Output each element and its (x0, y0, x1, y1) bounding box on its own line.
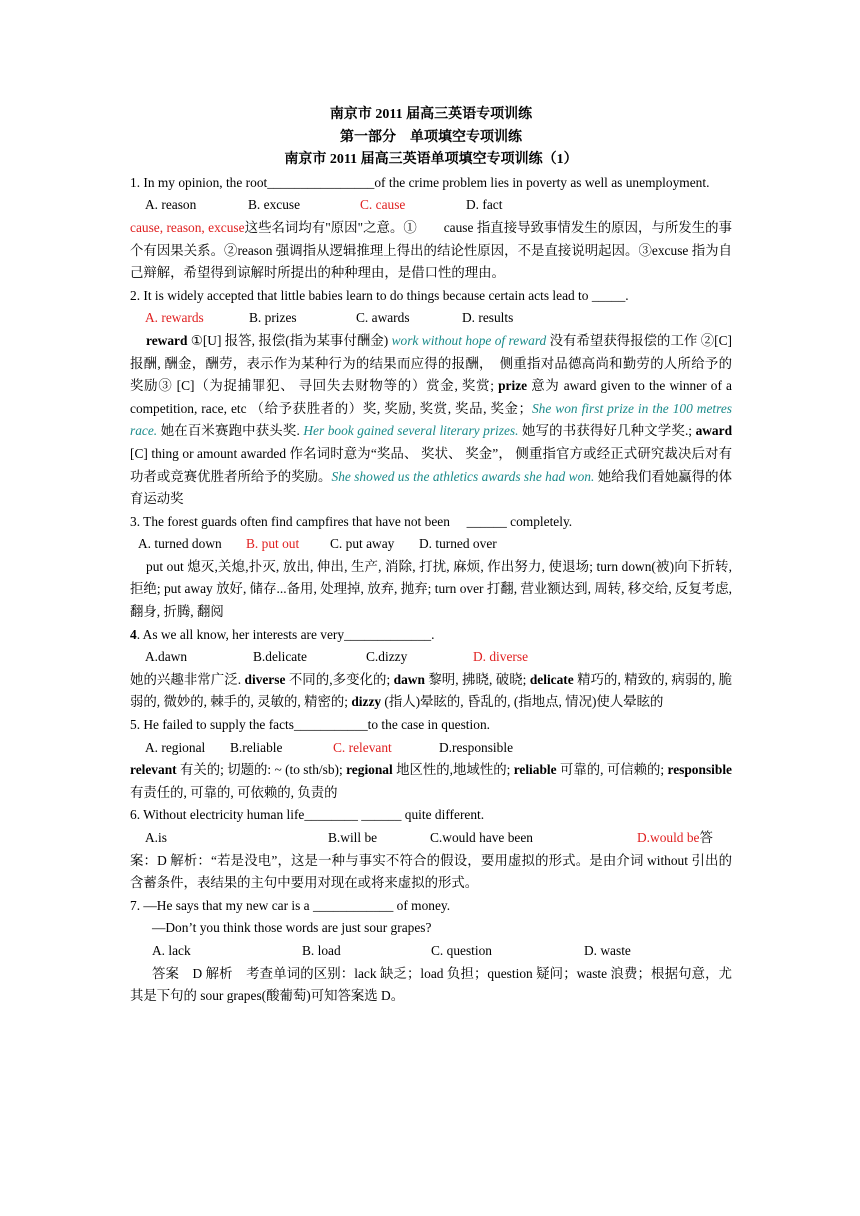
question-text: . As we all know, her interests are very_____________. (136, 626, 435, 642)
word-prize: prize (498, 378, 528, 394)
question-7-stem: 7. —He says that my new car is a ____________ of money. (130, 897, 451, 913)
word-dizzy: dizzy (351, 694, 382, 710)
option-b: B. prizes (249, 310, 297, 326)
question-5-explanation (130, 759, 732, 804)
question-1-options (130, 194, 732, 217)
explanation-text: 没有希望获得报偿的工作 ②[C]报酬, 酬金，酬劳，表示作为某种行为的结果而应得的报酬， 侧重指对品德高尚和勤劳的人所给予的奖励③ [C]（为捉捕罪犯、 寻回失去财物等的）赏金, 奖赏; (130, 332, 732, 394)
explanation-text: 地区性的,地域性的; (392, 762, 514, 778)
example-sentence: Her book gained several literary prizes. (303, 423, 519, 439)
option-c: C. put away (330, 536, 395, 552)
word-regional: regional (346, 762, 393, 778)
option-d: D. waste (584, 942, 631, 958)
word-award: award (695, 423, 733, 439)
example-sentence: She won first prize in the 100 metres race. (130, 400, 732, 439)
question-3-options (130, 533, 732, 556)
question-6-explanation: 案：D 解析：“若是没电”，这是一种与事实不符合的假设，要用虚拟的形式。是由介词 without 引出的含蓄条件，表结果的主句中要用对现在或将来虚拟的形式。 (130, 852, 732, 891)
question-7-reply: —Don’t you think those words are just sour grapes? (152, 920, 432, 936)
doc-title: 南京市 2011 届高三英语专项训练 (329, 107, 533, 122)
option-a: A.is (145, 830, 167, 845)
option-c-answer: C. relevant (333, 739, 392, 755)
option-b: B. load (302, 942, 341, 958)
word-responsible: responsible (667, 762, 732, 778)
word-reliable: reliable (513, 762, 557, 778)
question-2-stem: 2. It is widely accepted that little babies learn to do things because certain acts lead to _____. (130, 287, 629, 303)
question-1-stem: 1. In my opinion, the root________________of the crime problem lies in poverty as well as unemployment. (130, 174, 710, 190)
word-delicate: delicate (529, 671, 574, 687)
question-7-explanation: 答案 D 解析 考查单词的区别：lack 缺乏；load 负担；question 疑问；waste 浪费；根据句意，尤其是下句的 sour grapes(酸葡萄)可知答案选 D。 (130, 965, 732, 1004)
option-a: A. turned down (138, 536, 222, 552)
question-5-stem: 5. He failed to supply the facts___________to the case in question. (130, 717, 490, 733)
option-a-answer: A. rewards (145, 310, 204, 326)
question-4-explanation (130, 669, 732, 714)
option-b: B.reliable (230, 739, 283, 755)
option-c: C. awards (356, 310, 410, 326)
option-d-answer: D.would be (637, 830, 700, 845)
option-b: B. excuse (248, 197, 301, 213)
option-d: D. results (462, 310, 514, 326)
option-b: B.delicate (253, 649, 307, 665)
option-a: A. lack (152, 942, 191, 958)
question-number: 4 (130, 626, 137, 642)
option-c-answer: C. cause (360, 197, 406, 213)
option-c: C.dizzy (366, 649, 408, 665)
option-a: A. regional (145, 739, 206, 755)
explanation-text: 她给我们看她赢得的体育运动奖 (130, 468, 732, 507)
word-reward: reward (146, 332, 188, 348)
option-d-answer: D. diverse (473, 649, 529, 665)
question-4-options (130, 646, 732, 669)
explanation-text: 她写的书获得好几种文学奖.; (518, 423, 696, 439)
question-2-options (130, 307, 732, 330)
option-c: C.would have been (430, 830, 534, 845)
option-d: D.responsible (439, 739, 514, 755)
option-b-answer: B. put out (246, 536, 300, 552)
section-title: 第一部分 单项填空专项训练 (340, 129, 522, 145)
example-sentence: work without hope of reward (391, 332, 547, 348)
question-6-stem: 6. Without electricity human life________ ______ quite different. (130, 807, 485, 823)
option-d: D. fact (466, 197, 503, 213)
explanation-text: 黎明, 拂晓, 破晓; (424, 671, 530, 687)
question-6-options (130, 827, 732, 850)
explanation-text: ①[U] 报答, 报偿(指为某事付酬金) (187, 332, 392, 348)
question-7-options (130, 940, 732, 963)
option-c: C. question (431, 942, 493, 958)
question-4-stem (130, 624, 732, 647)
answer-label-start: 答 (699, 830, 713, 845)
subsection-title: 南京市 2011 届高三英语单项填空专项训练（1） (284, 152, 578, 168)
option-b: B.will be (328, 830, 378, 845)
explanation-text: 意为 award given to the winner of a competition, race, etc （给予获胜者的）奖, 奖励, 奖赏, 奖品, 奖金； (130, 378, 732, 416)
option-a: A.dawn (145, 649, 188, 665)
example-sentence: She showed us the athletics awards she had won. (331, 468, 595, 484)
question-3-stem: 3. The forest guards often find campfires that have not been ______ completely. (130, 513, 573, 529)
explanation-keywords: cause, reason, excuse (130, 219, 245, 235)
explanation-text: 她的兴趣非常广泛. (130, 671, 245, 687)
word-diverse: diverse (244, 671, 286, 687)
explanation-text: 精巧的, 精致的, 病弱的, 脆弱的, 微妙的, 棘手的, 灵敏的, 精密的; (130, 671, 733, 710)
explanation-text: 有关的; 切题的: ~ (to sth/sb); (176, 762, 347, 778)
explanation-text: 有责任的, 可靠的, 可依赖的, 负责的 (130, 784, 338, 800)
question-1-explanation (130, 217, 732, 285)
question-3-explanation: put out 熄灭,关熄,扑灭, 放出, 伸出, 生产, 消除, 打扰, 麻烦, 作出努力, 使退场; turn down(被)向下折转, 拒绝; put away 放好, 储存...备用, 处理掉, 放弃, 抛弃; turn over 打翻, 营业额达到, 周转, 移交给, 反复考虑, 翻身, 折腾, 翻阅 (130, 558, 732, 620)
word-relevant: relevant (130, 762, 177, 778)
explanation-text: [C] thing or amount awarded 作名词时意为“奖品、 奖状、 奖金”， 侧重指官方或经正式研究裁决后对有功者或竞赛优胜者所给予的奖励。 (130, 445, 732, 484)
option-d: D. turned over (419, 536, 497, 552)
explanation-text: (指人)晕眩的, 昏乱的, (指地点, 情况)使人晕眩的 (381, 694, 664, 710)
document-page (130, 104, 732, 1008)
explanation-text: 不同的,多变化的; (285, 671, 394, 687)
explanation-text: 她在百米赛跑中获头奖. (157, 423, 304, 439)
option-a: A. reason (145, 197, 197, 213)
question-5-options (130, 737, 732, 760)
question-2-explanation (130, 330, 732, 511)
word-dawn: dawn (393, 671, 425, 687)
explanation-text: 这些名词均有"原因"之意。① cause 指直接导致事情发生的原因，与所发生的事个有因果关系。②reason 强调指从逻辑推理上得出的结论性原因，不是直接说明起因。③excuse 指为自己辩解，希望得到谅解时所提出的种种理由，是借口性的理由。 (130, 219, 732, 281)
explanation-text: 可靠的, 可信赖的; (556, 762, 668, 778)
